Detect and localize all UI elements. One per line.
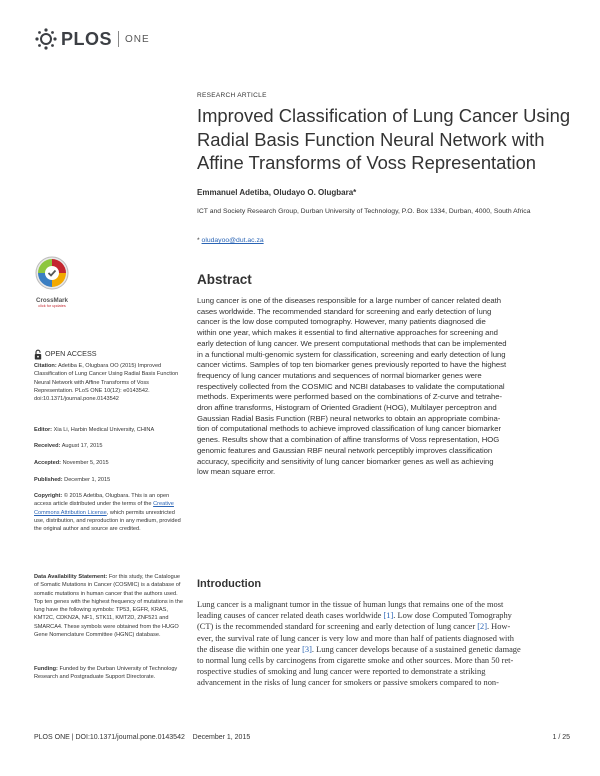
introduction-body [197, 599, 575, 689]
intro-line [197, 644, 575, 655]
reference-link[interactable]: [1] [383, 611, 394, 621]
open-access-lock-icon [34, 349, 42, 360]
received-block [34, 442, 186, 450]
editor-label: Editor: [34, 427, 53, 433]
logo-journal-text: ONE [125, 33, 150, 45]
citation-label: Citation: [34, 363, 57, 369]
abstract-line: respectively collected from the COSMIC and NCBI databases to validate the computational [197, 381, 505, 391]
received-text: August 17, 2015 [61, 443, 103, 449]
funding-label: Funding: [34, 666, 58, 672]
intro-text: advancement in the risks of lung cancer for smokers or passive smokers compared to non- [197, 678, 499, 688]
abstract-line: tion of computational methods to achieve improved classification of lung cancer biomarker [197, 424, 501, 434]
intro-text: . Lung cancer develops because of a sustained genetic damage [311, 644, 521, 654]
intro-line [197, 610, 575, 621]
intro-text: rospective studies of smoking and lung cancer were reported to demonstrate a striking [197, 667, 486, 677]
article-type: RESEARCH ARTICLE [197, 92, 267, 99]
citation-text: Adetiba E, Olugbara OO (2015) Improved Classification of Lung Cancer Using Radial Basis Function Neural Network with Affine Transforms of Voss Representation. PLoS ONE 10(12): e0143542. doi:10.1371/journal.pone.0143542 [34, 363, 179, 403]
accepted-label: Accepted: [34, 460, 62, 466]
abstract-line: genomic features and Gaussian RBF neural network perceptibly improves classification [197, 445, 493, 455]
data-availability-text: For this study, the Catalogue of Somatic Mutations in Cancer (COSMIC) is a database of somatic mutations in human cancer that the authors used. Top ten genes with the highest frequency of mutations in the lung have the following symbols: TP53, EGFR, KRAS, KMT2C, CDKN2A, NF1, STK11, KMT2D, ZNF521 and SMARCA4. These symbols were obtained from the HUGO Gene Nomenclature Committee (HGNC) database. [34, 574, 183, 639]
abstract-heading: Abstract [197, 272, 252, 287]
intro-text: . How- [486, 622, 511, 632]
abstract-line: Gaussian Radial Basis Function (RBF) neural networks to obtain an appropriate combina- [197, 413, 501, 423]
accepted-block [34, 459, 186, 467]
email-marker: * [197, 237, 200, 244]
accepted-text: November 5, 2015 [62, 460, 109, 466]
intro-text: Lung cancer is a malignant tumor in the tissue of human lungs that remains one of the most [197, 600, 504, 609]
introduction-heading: Introduction [197, 578, 262, 590]
email-link[interactable]: oludayoo@dut.ac.za [201, 237, 264, 244]
abstract-line: genes. Results show that a combination of affine transforms of Voss representation, HOG [197, 435, 500, 445]
abstract-line: accuracy, specificity and sensitivity of lung cancer biomarker genes as well as achieving [197, 456, 494, 466]
abstract-line: Lung cancer is one of the diseases responsible for a large number of cancer related death [197, 296, 502, 305]
plos-one-logo[interactable] [34, 28, 150, 50]
plos-logo-icon [34, 28, 58, 50]
crossmark-label: CrossMark [36, 297, 68, 304]
license-link[interactable]: Creative Commons Attribution License [34, 501, 174, 516]
authors: Emmanuel Adetiba, Oludayo O. Olugbara* [197, 188, 357, 197]
crossmark-sublabel: click for updates [38, 304, 66, 308]
page-footer [34, 734, 570, 741]
intro-line [197, 655, 575, 666]
affiliation: ICT and Society Research Group, Durban University of Technology, P.O. Box 1334, Durban, 4000, South Africa [197, 208, 531, 215]
intro-text: (CT) is the recommended standard for screening and early detection of lung cancer [197, 622, 478, 632]
crossmark-icon [34, 255, 70, 291]
reference-link[interactable]: [2] [477, 622, 487, 632]
article-title: Improved Classification of Lung Cancer Using Radial Basis Function Neural Network with Affine Transforms of Voss Representation [197, 105, 571, 173]
editor-text: Xia Li, Harbin Medical University, CHINA [53, 427, 155, 433]
data-availability-block [34, 573, 186, 639]
abstract-line: within one year, which makes it essential to find alternative approaches for screening and [197, 328, 498, 338]
citation-block [34, 362, 186, 403]
crossmark-badge[interactable] [34, 255, 70, 308]
abstract-line: dron affine transforms, Histogram of Oriented Gradient (HOG), Multilayer perceptron and [197, 403, 497, 413]
data-availability-label: Data Availability Statement: [34, 574, 108, 580]
published-label: Published: [34, 477, 63, 483]
intro-text: leading causes of cancer related death cases worldwide [197, 611, 384, 621]
corresponding-email [197, 237, 573, 244]
logo-divider [118, 31, 119, 47]
copyright-label: Copyright: [34, 493, 63, 499]
intro-text: . Low dose Computed Tomography [393, 611, 512, 621]
reference-link[interactable]: [3] [302, 644, 312, 654]
open-access-badge [34, 349, 186, 360]
abstract-line: cancer is the low dose computed tomography. However, many patients diagnosed die [197, 317, 486, 327]
intro-text: the disease die within one year [197, 644, 303, 654]
abstract-line: cancer victims. Samples of top ten biomarker genes previously reported to have the highest [197, 360, 507, 370]
intro-text: ever, the survival rate of lung cancer is very low and more than half of patients diagnosed with [197, 633, 514, 643]
editor-block [34, 426, 186, 434]
abstract-line: cases worldwide. The recommended standard for screening and early detection of lung [197, 306, 492, 316]
published-block [34, 476, 186, 484]
logo-plos-text: PLOS [61, 28, 113, 49]
abstract-line: methods. Experiments were performed based on the combinations of Z-curve and tetrahe- [197, 392, 503, 402]
open-access-label: OPEN ACCESS [45, 349, 97, 359]
copyright-text-after: , which permits unrestricted use, distribution, and reproduction in any medium, provided the original author and source are credited. [34, 509, 181, 533]
intro-line [197, 633, 575, 644]
intro-line [197, 666, 575, 677]
funding-text: Funded by the Durban University of Technology Research and Postgraduate Support Directorate. [34, 666, 178, 681]
copyright-text: © 2015 Adetiba, Olugbara. This is an open access article distributed under the terms of the [34, 493, 170, 508]
funding-block [34, 665, 186, 682]
abstract-line: in a functional multi-genomic system for classification, screening and early detection of lung [197, 349, 506, 359]
abstract-line: low mean square error. [197, 467, 276, 477]
intro-line [197, 677, 575, 688]
published-text: December 1, 2015 [64, 477, 111, 483]
page-number: 1 / 25 [552, 734, 570, 741]
footer-citation: PLOS ONE | DOI:10.1371/journal.pone.0143542 December 1, 2015 [34, 734, 251, 741]
received-label: Received: [34, 443, 61, 449]
abstract-line: frequency of lung cancer mutations and sequences of normal biomarker genes were [197, 370, 482, 380]
intro-line [197, 621, 575, 632]
intro-line [197, 599, 575, 610]
copyright-block [34, 492, 186, 533]
intro-text: to normal lung cells by carcinogens from cigarette smoke and other sources. More than 50 ret- [197, 656, 514, 666]
abstract-body [197, 296, 577, 478]
abstract-line: early detection of lung cancer. We present computational methods that can be implemented [197, 338, 507, 348]
